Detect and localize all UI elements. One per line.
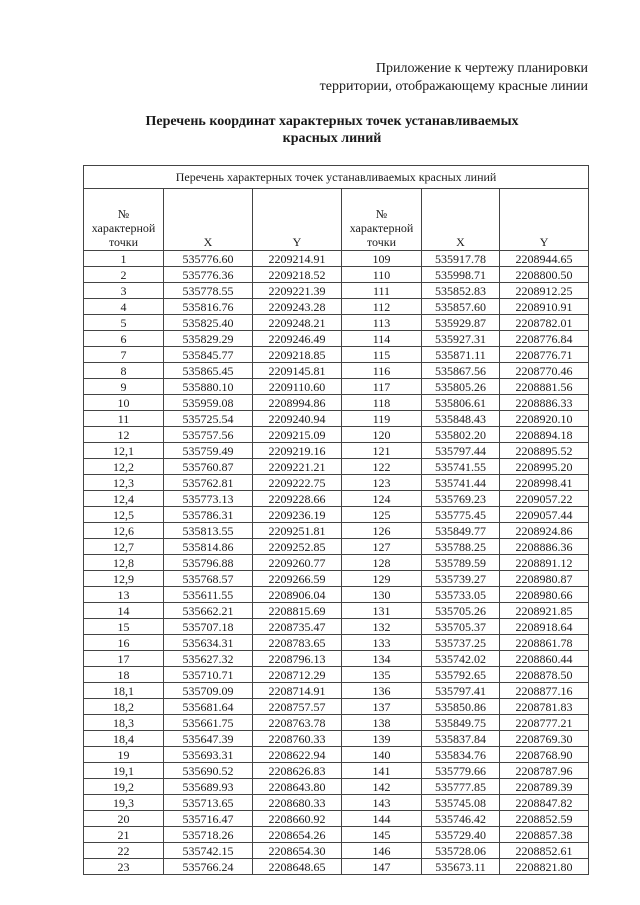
cell-x-left: 535762.81 xyxy=(164,475,253,491)
cell-point-number-left: 7 xyxy=(84,347,164,363)
table-row xyxy=(84,299,589,315)
cell-y-right: 2208891.12 xyxy=(500,555,589,571)
cell-x-right: 535802.20 xyxy=(422,427,500,443)
cell-x-right: 535852.83 xyxy=(422,283,500,299)
cell-point-number-left: 16 xyxy=(84,635,164,651)
cell-x-left: 535845.77 xyxy=(164,347,253,363)
cell-point-number-left: 12,6 xyxy=(84,523,164,539)
table-row xyxy=(84,459,589,475)
cell-point-number-right: 130 xyxy=(342,587,422,603)
cell-y-left: 2208626.83 xyxy=(253,763,342,779)
cell-x-right: 535779.66 xyxy=(422,763,500,779)
cell-point-number-right: 125 xyxy=(342,507,422,523)
cell-y-right: 2208886.36 xyxy=(500,539,589,555)
cell-x-right: 535742.02 xyxy=(422,651,500,667)
cell-y-left: 2208680.33 xyxy=(253,795,342,811)
cell-point-number-left: 18,3 xyxy=(84,715,164,731)
cell-x-left: 535662.21 xyxy=(164,603,253,619)
table-body xyxy=(84,251,589,875)
table-row xyxy=(84,715,589,731)
cell-x-right: 535729.40 xyxy=(422,827,500,843)
cell-point-number-left: 6 xyxy=(84,331,164,347)
cell-point-number-right: 140 xyxy=(342,747,422,763)
header-x-right: X xyxy=(422,189,500,251)
cell-point-number-left: 5 xyxy=(84,315,164,331)
cell-point-number-left: 20 xyxy=(84,811,164,827)
cell-point-number-right: 110 xyxy=(342,267,422,283)
cell-point-number-right: 139 xyxy=(342,731,422,747)
cell-y-left: 2208783.65 xyxy=(253,635,342,651)
table-row xyxy=(84,859,589,875)
cell-point-number-right: 129 xyxy=(342,571,422,587)
cell-y-right: 2208770.46 xyxy=(500,363,589,379)
cell-y-left: 2209248.21 xyxy=(253,315,342,331)
cell-x-left: 535880.10 xyxy=(164,379,253,395)
cell-point-number-right: 114 xyxy=(342,331,422,347)
cell-x-right: 535769.23 xyxy=(422,491,500,507)
cell-y-right: 2208776.71 xyxy=(500,347,589,363)
cell-y-right: 2208912.25 xyxy=(500,283,589,299)
cell-y-right: 2208821.80 xyxy=(500,859,589,875)
cell-point-number-right: 133 xyxy=(342,635,422,651)
cell-y-right: 2208921.85 xyxy=(500,603,589,619)
cell-point-number-left: 17 xyxy=(84,651,164,667)
cell-y-right: 2208995.20 xyxy=(500,459,589,475)
cell-x-right: 535834.76 xyxy=(422,747,500,763)
cell-point-number-right: 123 xyxy=(342,475,422,491)
cell-point-number-left: 19 xyxy=(84,747,164,763)
cell-y-left: 2209252.85 xyxy=(253,539,342,555)
table-row xyxy=(84,443,589,459)
cell-y-right: 2208781.83 xyxy=(500,699,589,715)
table-row xyxy=(84,411,589,427)
table-row xyxy=(84,491,589,507)
cell-y-left: 2208714.91 xyxy=(253,683,342,699)
cell-x-left: 535725.54 xyxy=(164,411,253,427)
table-row xyxy=(84,731,589,747)
cell-point-number-right: 112 xyxy=(342,299,422,315)
cell-x-right: 535705.37 xyxy=(422,619,500,635)
cell-y-left: 2208712.29 xyxy=(253,667,342,683)
cell-point-number-right: 117 xyxy=(342,379,422,395)
cell-y-left: 2209219.16 xyxy=(253,443,342,459)
cell-x-right: 535837.84 xyxy=(422,731,500,747)
cell-x-right: 535797.44 xyxy=(422,443,500,459)
document-title xyxy=(0,113,640,147)
cell-point-number-right: 141 xyxy=(342,763,422,779)
cell-x-right: 535871.11 xyxy=(422,347,500,363)
cell-x-left: 535707.18 xyxy=(164,619,253,635)
cell-point-number-left: 22 xyxy=(84,843,164,859)
cell-y-left: 2209221.39 xyxy=(253,283,342,299)
cell-y-left: 2209260.77 xyxy=(253,555,342,571)
cell-y-right: 2208998.41 xyxy=(500,475,589,491)
table-row xyxy=(84,843,589,859)
cell-y-right: 2208877.16 xyxy=(500,683,589,699)
cell-point-number-left: 9 xyxy=(84,379,164,395)
cell-y-right: 2208980.66 xyxy=(500,587,589,603)
cell-y-right: 2208789.39 xyxy=(500,779,589,795)
cell-x-left: 535766.24 xyxy=(164,859,253,875)
cell-x-right: 535705.26 xyxy=(422,603,500,619)
appendix-note xyxy=(320,60,588,96)
cell-point-number-left: 12,8 xyxy=(84,555,164,571)
header-x-left: X xyxy=(164,189,253,251)
cell-y-left: 2208648.65 xyxy=(253,859,342,875)
table-row xyxy=(84,379,589,395)
cell-point-number-right: 109 xyxy=(342,251,422,267)
header-y-right: Y xyxy=(500,189,589,251)
cell-y-right: 2208895.52 xyxy=(500,443,589,459)
cell-y-left: 2208763.78 xyxy=(253,715,342,731)
cell-point-number-left: 23 xyxy=(84,859,164,875)
cell-point-number-right: 119 xyxy=(342,411,422,427)
table-row xyxy=(84,363,589,379)
cell-y-left: 2208760.33 xyxy=(253,731,342,747)
cell-point-number-left: 18,2 xyxy=(84,699,164,715)
cell-x-right: 535849.75 xyxy=(422,715,500,731)
appendix-note-line-2: территории, отображающему красные линии xyxy=(319,79,588,94)
cell-point-number-left: 12,7 xyxy=(84,539,164,555)
cell-y-left: 2209251.81 xyxy=(253,523,342,539)
cell-y-right: 2209057.44 xyxy=(500,507,589,523)
cell-y-left: 2208757.57 xyxy=(253,699,342,715)
header-y-left: Y xyxy=(253,189,342,251)
cell-x-right: 535927.31 xyxy=(422,331,500,347)
cell-x-left: 535865.45 xyxy=(164,363,253,379)
cell-point-number-left: 12,2 xyxy=(84,459,164,475)
table-row xyxy=(84,699,589,715)
cell-point-number-left: 12,9 xyxy=(84,571,164,587)
cell-x-right: 535788.25 xyxy=(422,539,500,555)
cell-y-left: 2208622.94 xyxy=(253,747,342,763)
cell-point-number-left: 3 xyxy=(84,283,164,299)
table-row xyxy=(84,747,589,763)
cell-x-left: 535776.60 xyxy=(164,251,253,267)
cell-y-right: 2208800.50 xyxy=(500,267,589,283)
cell-x-left: 535710.71 xyxy=(164,667,253,683)
cell-point-number-right: 145 xyxy=(342,827,422,843)
cell-x-left: 535760.87 xyxy=(164,459,253,475)
header-point-number-right: № характерной точки xyxy=(342,189,422,251)
cell-y-right: 2208980.87 xyxy=(500,571,589,587)
cell-x-left: 535825.40 xyxy=(164,315,253,331)
cell-y-right: 2208894.18 xyxy=(500,427,589,443)
cell-point-number-left: 12,5 xyxy=(84,507,164,523)
cell-point-number-left: 12,3 xyxy=(84,475,164,491)
cell-point-number-right: 132 xyxy=(342,619,422,635)
cell-x-left: 535690.52 xyxy=(164,763,253,779)
cell-x-left: 535681.64 xyxy=(164,699,253,715)
cell-x-left: 535709.09 xyxy=(164,683,253,699)
cell-point-number-left: 11 xyxy=(84,411,164,427)
table-row xyxy=(84,651,589,667)
cell-point-number-right: 135 xyxy=(342,667,422,683)
cell-y-right: 2208924.86 xyxy=(500,523,589,539)
cell-y-right: 2208886.33 xyxy=(500,395,589,411)
cell-y-right: 2208944.65 xyxy=(500,251,589,267)
table-row xyxy=(84,587,589,603)
cell-y-right: 2208878.50 xyxy=(500,667,589,683)
cell-x-right: 535848.43 xyxy=(422,411,500,427)
table-row xyxy=(84,827,589,843)
cell-point-number-right: 111 xyxy=(342,283,422,299)
cell-x-left: 535816.76 xyxy=(164,299,253,315)
cell-x-left: 535611.55 xyxy=(164,587,253,603)
table-row xyxy=(84,331,589,347)
table-row xyxy=(84,347,589,363)
table-row xyxy=(84,475,589,491)
cell-y-left: 2209266.59 xyxy=(253,571,342,587)
cell-point-number-left: 8 xyxy=(84,363,164,379)
table-row xyxy=(84,539,589,555)
table-row xyxy=(84,635,589,651)
cell-point-number-right: 126 xyxy=(342,523,422,539)
cell-x-right: 535857.60 xyxy=(422,299,500,315)
cell-point-number-right: 124 xyxy=(342,491,422,507)
cell-x-left: 535713.65 xyxy=(164,795,253,811)
cell-point-number-right: 120 xyxy=(342,427,422,443)
cell-point-number-right: 144 xyxy=(342,811,422,827)
cell-y-right: 2208857.38 xyxy=(500,827,589,843)
cell-y-left: 2208994.86 xyxy=(253,395,342,411)
cell-point-number-left: 2 xyxy=(84,267,164,283)
cell-x-left: 535716.47 xyxy=(164,811,253,827)
cell-x-left: 535814.86 xyxy=(164,539,253,555)
cell-point-number-left: 12,1 xyxy=(84,443,164,459)
cell-point-number-left: 14 xyxy=(84,603,164,619)
table-row xyxy=(84,427,589,443)
cell-point-number-right: 131 xyxy=(342,603,422,619)
cell-x-right: 535737.25 xyxy=(422,635,500,651)
cell-y-right: 2208852.59 xyxy=(500,811,589,827)
cell-y-left: 2208735.47 xyxy=(253,619,342,635)
cell-y-left: 2208660.92 xyxy=(253,811,342,827)
cell-x-left: 535627.32 xyxy=(164,651,253,667)
cell-x-right: 535673.11 xyxy=(422,859,500,875)
cell-y-left: 2209240.94 xyxy=(253,411,342,427)
cell-y-left: 2208654.30 xyxy=(253,843,342,859)
cell-point-number-right: 143 xyxy=(342,795,422,811)
cell-x-right: 535728.06 xyxy=(422,843,500,859)
cell-x-right: 535917.78 xyxy=(422,251,500,267)
cell-x-right: 535805.26 xyxy=(422,379,500,395)
cell-point-number-right: 138 xyxy=(342,715,422,731)
cell-x-left: 535757.56 xyxy=(164,427,253,443)
document-title-line-2: красных линий xyxy=(282,131,382,146)
cell-y-right: 2208918.64 xyxy=(500,619,589,635)
cell-y-right: 2208861.78 xyxy=(500,635,589,651)
cell-point-number-right: 146 xyxy=(342,843,422,859)
cell-y-right: 2208787.96 xyxy=(500,763,589,779)
cell-x-left: 535773.13 xyxy=(164,491,253,507)
cell-y-right: 2209057.22 xyxy=(500,491,589,507)
cell-y-left: 2209218.85 xyxy=(253,347,342,363)
cell-x-right: 535792.65 xyxy=(422,667,500,683)
cell-x-right: 535789.59 xyxy=(422,555,500,571)
cell-y-right: 2208881.56 xyxy=(500,379,589,395)
cell-x-left: 535689.93 xyxy=(164,779,253,795)
table-row xyxy=(84,507,589,523)
cell-point-number-left: 12 xyxy=(84,427,164,443)
cell-x-right: 535777.85 xyxy=(422,779,500,795)
table-row xyxy=(84,523,589,539)
cell-x-left: 535813.55 xyxy=(164,523,253,539)
cell-point-number-left: 18,4 xyxy=(84,731,164,747)
cell-point-number-right: 134 xyxy=(342,651,422,667)
cell-point-number-right: 136 xyxy=(342,683,422,699)
appendix-note-line-1: Приложение к чертежу планировки xyxy=(375,61,588,76)
cell-x-left: 535778.55 xyxy=(164,283,253,299)
cell-y-right: 2208847.82 xyxy=(500,795,589,811)
cell-y-left: 2209222.75 xyxy=(253,475,342,491)
table-row xyxy=(84,283,589,299)
cell-point-number-right: 113 xyxy=(342,315,422,331)
cell-x-right: 535746.42 xyxy=(422,811,500,827)
cell-x-left: 535786.31 xyxy=(164,507,253,523)
cell-point-number-right: 137 xyxy=(342,699,422,715)
cell-y-left: 2208815.69 xyxy=(253,603,342,619)
cell-point-number-right: 116 xyxy=(342,363,422,379)
cell-y-right: 2208768.90 xyxy=(500,747,589,763)
header-point-number-left: № характерной точки xyxy=(84,189,164,251)
cell-x-right: 535929.87 xyxy=(422,315,500,331)
cell-point-number-left: 1 xyxy=(84,251,164,267)
cell-y-right: 2208920.10 xyxy=(500,411,589,427)
cell-x-left: 535693.31 xyxy=(164,747,253,763)
cell-y-right: 2208860.44 xyxy=(500,651,589,667)
table-row xyxy=(84,763,589,779)
cell-point-number-right: 128 xyxy=(342,555,422,571)
table-row xyxy=(84,779,589,795)
cell-x-right: 535850.86 xyxy=(422,699,500,715)
table-row xyxy=(84,619,589,635)
cell-x-right: 535733.05 xyxy=(422,587,500,603)
cell-y-left: 2209246.49 xyxy=(253,331,342,347)
cell-y-left: 2208796.13 xyxy=(253,651,342,667)
cell-y-left: 2209221.21 xyxy=(253,459,342,475)
cell-point-number-left: 10 xyxy=(84,395,164,411)
cell-x-right: 535739.27 xyxy=(422,571,500,587)
cell-point-number-right: 127 xyxy=(342,539,422,555)
cell-x-right: 535741.44 xyxy=(422,475,500,491)
cell-y-left: 2209215.09 xyxy=(253,427,342,443)
cell-x-left: 535796.88 xyxy=(164,555,253,571)
cell-y-left: 2208643.80 xyxy=(253,779,342,795)
cell-x-right: 535867.56 xyxy=(422,363,500,379)
cell-x-left: 535829.29 xyxy=(164,331,253,347)
cell-x-right: 535797.41 xyxy=(422,683,500,699)
cell-point-number-right: 121 xyxy=(342,443,422,459)
cell-y-right: 2208776.84 xyxy=(500,331,589,347)
cell-point-number-left: 18 xyxy=(84,667,164,683)
cell-x-left: 535647.39 xyxy=(164,731,253,747)
cell-x-right: 535745.08 xyxy=(422,795,500,811)
cell-point-number-left: 15 xyxy=(84,619,164,635)
table-row xyxy=(84,683,589,699)
cell-y-left: 2209228.66 xyxy=(253,491,342,507)
document-title-line-1: Перечень координат характерных точек устанавливаемых xyxy=(145,114,519,129)
cell-point-number-left: 12,4 xyxy=(84,491,164,507)
table-row xyxy=(84,811,589,827)
cell-y-right: 2208769.30 xyxy=(500,731,589,747)
cell-x-left: 535759.49 xyxy=(164,443,253,459)
cell-point-number-left: 21 xyxy=(84,827,164,843)
cell-x-right: 535806.61 xyxy=(422,395,500,411)
cell-y-right: 2208910.91 xyxy=(500,299,589,315)
cell-x-right: 535741.55 xyxy=(422,459,500,475)
cell-point-number-left: 18,1 xyxy=(84,683,164,699)
cell-y-left: 2208654.26 xyxy=(253,827,342,843)
cell-x-left: 535768.57 xyxy=(164,571,253,587)
table-row xyxy=(84,603,589,619)
cell-y-right: 2208782.01 xyxy=(500,315,589,331)
cell-x-left: 535661.75 xyxy=(164,715,253,731)
cell-x-left: 535742.15 xyxy=(164,843,253,859)
cell-point-number-right: 118 xyxy=(342,395,422,411)
cell-point-number-right: 142 xyxy=(342,779,422,795)
cell-x-left: 535718.26 xyxy=(164,827,253,843)
cell-y-left: 2208906.04 xyxy=(253,587,342,603)
cell-point-number-left: 13 xyxy=(84,587,164,603)
cell-y-left: 2209218.52 xyxy=(253,267,342,283)
cell-point-number-right: 122 xyxy=(342,459,422,475)
cell-y-left: 2209214.91 xyxy=(253,251,342,267)
cell-x-right: 535775.45 xyxy=(422,507,500,523)
cell-point-number-left: 19,1 xyxy=(84,763,164,779)
cell-y-left: 2209236.19 xyxy=(253,507,342,523)
table-row xyxy=(84,315,589,331)
cell-x-right: 535998.71 xyxy=(422,267,500,283)
cell-y-left: 2209243.28 xyxy=(253,299,342,315)
table-row xyxy=(84,251,589,267)
cell-point-number-right: 147 xyxy=(342,859,422,875)
cell-point-number-left: 19,3 xyxy=(84,795,164,811)
cell-y-right: 2208852.61 xyxy=(500,843,589,859)
table-row xyxy=(84,667,589,683)
coordinates-table xyxy=(83,165,589,875)
table-row xyxy=(84,571,589,587)
table-row xyxy=(84,395,589,411)
table-row xyxy=(84,555,589,571)
cell-y-left: 2209110.60 xyxy=(253,379,342,395)
cell-point-number-left: 19,2 xyxy=(84,779,164,795)
cell-point-number-left: 4 xyxy=(84,299,164,315)
cell-y-right: 2208777.21 xyxy=(500,715,589,731)
cell-y-left: 2209145.81 xyxy=(253,363,342,379)
cell-x-left: 535776.36 xyxy=(164,267,253,283)
table-row xyxy=(84,795,589,811)
table-caption: Перечень характерных точек устанавливаемых красных линий xyxy=(84,166,589,189)
cell-point-number-right: 115 xyxy=(342,347,422,363)
cell-x-right: 535849.77 xyxy=(422,523,500,539)
cell-x-left: 535634.31 xyxy=(164,635,253,651)
table-row xyxy=(84,267,589,283)
cell-x-left: 535959.08 xyxy=(164,395,253,411)
